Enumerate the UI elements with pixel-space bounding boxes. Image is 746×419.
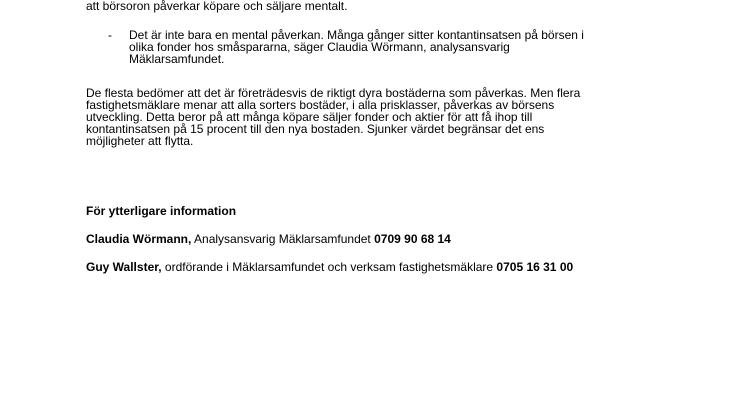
contact-role: Analysansvarig Mäklarsamfundet — [191, 232, 375, 246]
quote-line-1: Det är inte bara en mental påverkan. Många gånger sitter kontantinsatsen på börsen i — [129, 28, 584, 42]
paragraph-line-4: kontantinsatsen på 15 procent till den nya bostaden. Sjunker värdet begränsar det ens — [86, 122, 545, 136]
paragraph-line-2: fastighetsmäklare menar att alla sorters bostäder, i alla prisklasser, påverkas av börsens — [86, 98, 555, 112]
contact-phone: 0709 90 68 14 — [374, 232, 451, 246]
info-heading: För ytterligare information — [86, 204, 237, 218]
intro-line: att börsoron påverkar köpare och säljare mentalt. — [86, 0, 348, 13]
contact-row — [86, 261, 573, 274]
contact-name: Guy Wallster, — [86, 260, 162, 274]
quote-dash: - — [108, 28, 112, 42]
contact-row — [86, 233, 451, 246]
paragraph-line-5: möjligheter att flytta. — [86, 134, 194, 148]
quote-line-2: olika fonder hos småspararna, säger Claudia Wörmann, analysansvarig — [129, 40, 510, 54]
quote-line-3: Mäklarsamfundet. — [129, 52, 225, 66]
paragraph-line-1: De flesta bedömer att det är företrädesvis de riktigt dyra bostäderna som påverkas. Men flera — [86, 86, 581, 100]
contact-phone: 0705 16 31 00 — [496, 260, 574, 274]
contact-name: Claudia Wörmann, — [86, 232, 192, 246]
paragraph-line-3: utveckling. Detta beror på att många köpare säljer fonder och aktier för att få ihop till — [86, 110, 533, 124]
contact-role: ordförande i Mäklarsamfundet och verksam fastighetsmäklare — [161, 260, 497, 274]
